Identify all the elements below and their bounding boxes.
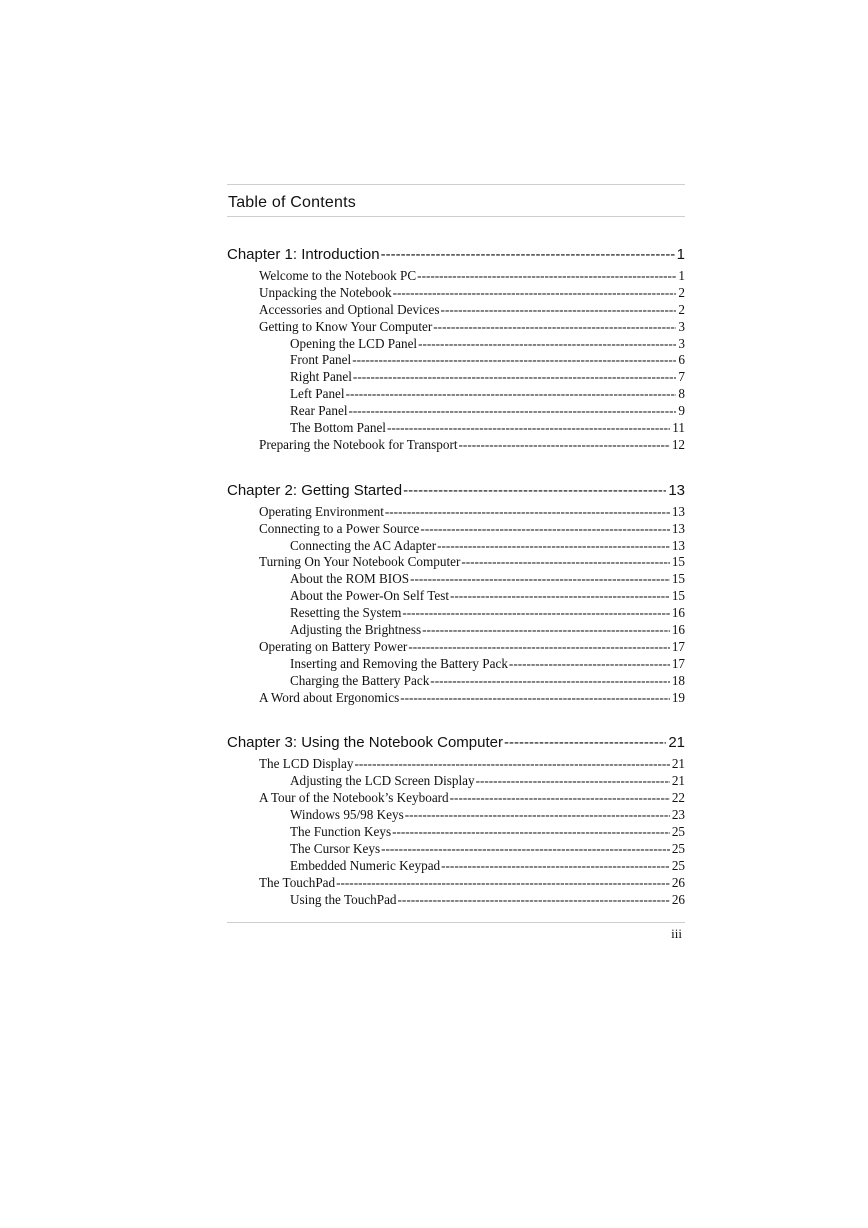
dot-leader [353, 369, 676, 386]
dot-leader [433, 319, 676, 336]
entry-label: Preparing the Notebook for Transport [259, 436, 458, 452]
entry-page-number: 17 [671, 655, 685, 671]
entry-label: Connecting to a Power Source [259, 520, 420, 536]
toc-entry[interactable] [227, 639, 685, 656]
entry-label: About the Power-On Self Test [290, 588, 449, 604]
dot-leader [346, 386, 677, 403]
toc-subentry[interactable] [227, 352, 685, 369]
toc-subentry[interactable] [227, 538, 685, 555]
entry-label: About the ROM BIOS [290, 571, 410, 587]
toc-subentry[interactable] [227, 824, 685, 841]
dot-leader [441, 858, 670, 875]
toc-page [227, 184, 685, 909]
entry-label: Using the TouchPad [290, 891, 397, 907]
toc-entry[interactable] [227, 554, 685, 571]
dot-leader [387, 420, 670, 437]
dot-leader [392, 824, 670, 841]
chapter-page-number: 13 [668, 481, 685, 499]
dot-leader [441, 302, 677, 319]
entry-label: The TouchPad [259, 874, 336, 890]
toc-entry[interactable] [227, 268, 685, 285]
entry-label: Right Panel [290, 369, 352, 385]
entry-page-number: 17 [671, 638, 685, 654]
entry-label: Windows 95/98 Keys [290, 807, 404, 823]
toc-entry[interactable] [227, 521, 685, 538]
entry-page-number: 15 [671, 571, 685, 587]
entry-page-number: 25 [671, 857, 685, 873]
toc-subentry[interactable] [227, 892, 685, 909]
toc-subentry[interactable] [227, 386, 685, 403]
entry-page-number: 15 [671, 554, 685, 570]
dot-leader [398, 892, 670, 909]
dot-leader [336, 875, 670, 892]
entry-page-number: 13 [671, 503, 685, 519]
entry-page-number: 3 [678, 335, 685, 351]
entry-label: The LCD Display [259, 756, 354, 772]
toc-subentry[interactable] [227, 773, 685, 790]
entry-page-number: 9 [678, 403, 685, 419]
page-footer [227, 922, 685, 942]
entry-label: Resetting the System [290, 605, 402, 621]
toc-subentry[interactable] [227, 807, 685, 824]
entry-page-number: 1 [678, 268, 685, 283]
dot-leader [381, 244, 675, 266]
toc-entry[interactable] [227, 302, 685, 319]
entry-page-number: 23 [671, 807, 685, 823]
dot-leader [402, 605, 669, 622]
chapter-heading[interactable] [227, 480, 685, 502]
entry-label: The Bottom Panel [290, 420, 386, 436]
entry-page-number: 13 [671, 537, 685, 553]
entry-page-number: 2 [678, 284, 685, 300]
page-title: Table of Contents [228, 194, 356, 211]
toc-entry[interactable] [227, 437, 685, 454]
toc-subentry[interactable] [227, 571, 685, 588]
dot-leader [437, 538, 670, 555]
dot-leader [504, 732, 666, 754]
dot-leader [461, 554, 669, 571]
entry-label: Unpacking the Notebook [259, 284, 392, 300]
entry-page-number: 21 [671, 756, 685, 772]
entry-label: Operating Environment [259, 503, 384, 519]
dot-leader [509, 656, 670, 673]
toc-entry[interactable] [227, 875, 685, 892]
dot-leader [405, 807, 670, 824]
entry-page-number: 2 [678, 301, 685, 317]
toc-subentry[interactable] [227, 403, 685, 420]
toc-subentry[interactable] [227, 858, 685, 875]
dot-leader [355, 756, 670, 773]
page-number: iii [671, 926, 682, 941]
toc-entry[interactable] [227, 756, 685, 773]
dot-leader [422, 622, 670, 639]
dot-leader [417, 268, 676, 285]
dot-leader [352, 352, 676, 369]
chapter-page-number: 1 [676, 246, 685, 263]
toc-entry[interactable] [227, 504, 685, 521]
entry-label: Turning On Your Notebook Computer [259, 554, 461, 570]
entry-page-number: 18 [671, 672, 685, 688]
chapter-heading[interactable] [227, 244, 685, 266]
chapter-title: Chapter 3: Using the Notebook Computer [227, 734, 503, 752]
entry-label: Welcome to the Notebook PC [259, 268, 417, 283]
entry-page-number: 6 [678, 352, 685, 368]
entry-page-number: 25 [671, 840, 685, 856]
dot-leader [450, 790, 670, 807]
dot-leader [459, 437, 670, 454]
chapter-2 [227, 480, 685, 707]
toc-subentry[interactable] [227, 605, 685, 622]
entry-page-number: 16 [671, 605, 685, 621]
toc-entry[interactable] [227, 790, 685, 807]
entry-label: The Function Keys [290, 824, 392, 840]
toc-subentry[interactable] [227, 622, 685, 639]
entry-page-number: 12 [671, 436, 685, 452]
toc-subentry[interactable] [227, 369, 685, 386]
toc-subentry[interactable] [227, 420, 685, 437]
dot-leader [393, 285, 677, 302]
entry-page-number: 26 [671, 891, 685, 907]
entry-label: Getting to Know Your Computer [259, 318, 433, 334]
entry-page-number: 26 [671, 874, 685, 890]
dot-leader [408, 639, 669, 656]
entry-label: Adjusting the LCD Screen Display [290, 773, 475, 789]
toc-subentry[interactable] [227, 336, 685, 353]
dot-leader [385, 504, 670, 521]
entry-label: Operating on Battery Power [259, 638, 408, 654]
entry-page-number: 8 [678, 386, 685, 402]
entry-label: A Tour of the Notebook’s Keyboard [259, 790, 449, 806]
entry-page-number: 21 [671, 773, 685, 789]
dot-leader [410, 571, 670, 588]
toc-subentry[interactable] [227, 588, 685, 605]
entry-label: A Word about Ergonomics [259, 689, 400, 705]
entry-page-number: 7 [678, 369, 685, 385]
entry-page-number: 3 [678, 318, 685, 334]
dot-leader [403, 480, 666, 502]
title-rule [227, 216, 685, 217]
entry-label: Accessories and Optional Devices [259, 301, 440, 317]
entry-label: Rear Panel [290, 403, 348, 419]
dot-leader [349, 403, 677, 420]
dot-leader [420, 521, 669, 538]
entry-page-number: 25 [671, 824, 685, 840]
entry-label: Charging the Battery Pack [290, 672, 430, 688]
toc-entry[interactable] [227, 285, 685, 302]
chapter-title: Chapter 2: Getting Started [227, 481, 403, 499]
chapter-page-number: 21 [668, 734, 685, 752]
entry-label: Left Panel [290, 386, 345, 402]
entry-label: Opening the LCD Panel [290, 335, 418, 351]
entry-page-number: 13 [671, 520, 685, 536]
entry-page-number: 22 [671, 790, 685, 806]
dot-leader [450, 588, 670, 605]
chapter-heading[interactable] [227, 732, 685, 754]
toc-subentry[interactable] [227, 841, 685, 858]
chapter-title: Chapter 1: Introduction [227, 246, 380, 263]
entry-label: Connecting the AC Adapter [290, 537, 437, 553]
entry-page-number: 16 [671, 622, 685, 638]
toc-subentry[interactable] [227, 673, 685, 690]
entry-label: Front Panel [290, 352, 352, 368]
chapter-1 [227, 244, 685, 454]
dot-leader [418, 336, 676, 353]
dot-leader [400, 690, 670, 707]
entry-label: Inserting and Removing the Battery Pack [290, 655, 508, 671]
toc-subentry[interactable] [227, 656, 685, 673]
entry-page-number: 15 [671, 588, 685, 604]
dot-leader [381, 841, 670, 858]
toc-entry[interactable] [227, 690, 685, 707]
entry-label: The Cursor Keys [290, 840, 381, 856]
entry-page-number: 19 [671, 689, 685, 705]
dot-leader [430, 673, 670, 690]
entry-label: Embedded Numeric Keypad [290, 857, 441, 873]
chapter-3 [227, 732, 685, 908]
dot-leader [476, 773, 670, 790]
toc-entry[interactable] [227, 319, 685, 336]
entry-page-number: 11 [672, 420, 685, 436]
entry-label: Adjusting the Brightness [290, 622, 422, 638]
